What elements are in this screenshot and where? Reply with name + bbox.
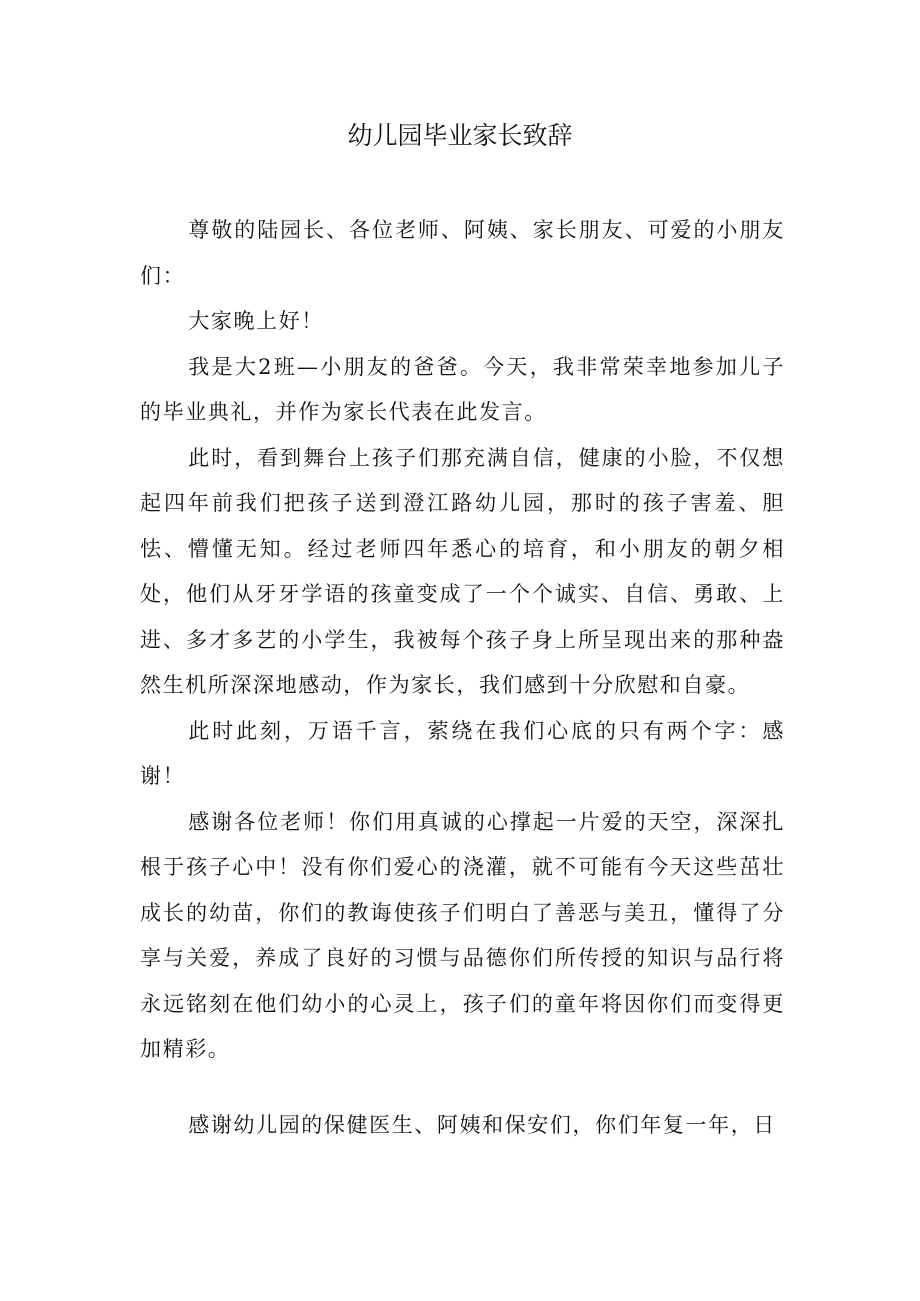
document-body (140, 208, 785, 1148)
paragraph-thanks-staff: 感谢幼儿园的保健医生、阿姨和保安们，你们年复一年，日 (188, 1112, 776, 1137)
paragraph-greeting: 大家晚上好！ (188, 309, 324, 333)
paragraph-salutation: 尊敬的陆园长、各位老师、阿姨、家长朋友、可爱的小朋友们： (140, 218, 785, 288)
paragraph-gratitude-intro: 此时此刻，万语千言，萦绕在我们心底的只有两个字：感谢！ (140, 718, 785, 788)
page-title: 幼儿园毕业家长致辞 (347, 121, 573, 150)
paragraph-reflection: 此时，看到舞台上孩子们那充满自信，健康的小脸，不仅想起四年前我们把孩子送到澄江路幼儿园，那时的孩子害羞、胆怯、懵懂无知。经过老师四年悉心的培育，和小朋友的朝夕相处，他们从牙牙学语的孩童变成了一个个诚实、自信、勇敢、上进、多才多艺的小学生，我被每个孩子身上所呈现出来的那种盎然生机所深深地感动，作为家长，我们感到十分欣慰和自豪。 (140, 445, 785, 697)
paragraph-introduction: 我是大2班—小朋友的爸爸。今天，我非常荣幸地参加儿子的毕业典礼，并作为家长代表在此发言。 (140, 354, 785, 424)
paragraph-thanks-teachers: 感谢各位老师！你们用真诚的心撑起一片爱的天空，深深扎根于孩子心中！没有你们爱心的浇灌，就不可能有今天这些茁壮成长的幼苗，你们的教诲使孩子们明白了善恶与美丑，懂得了分享与关爱，养成了良好的习惯与品德你们所传授的知识与品行将永远铭刻在他们幼小的心灵上，孩子们的童年将因你们而变得更加精彩。 (140, 809, 785, 1061)
